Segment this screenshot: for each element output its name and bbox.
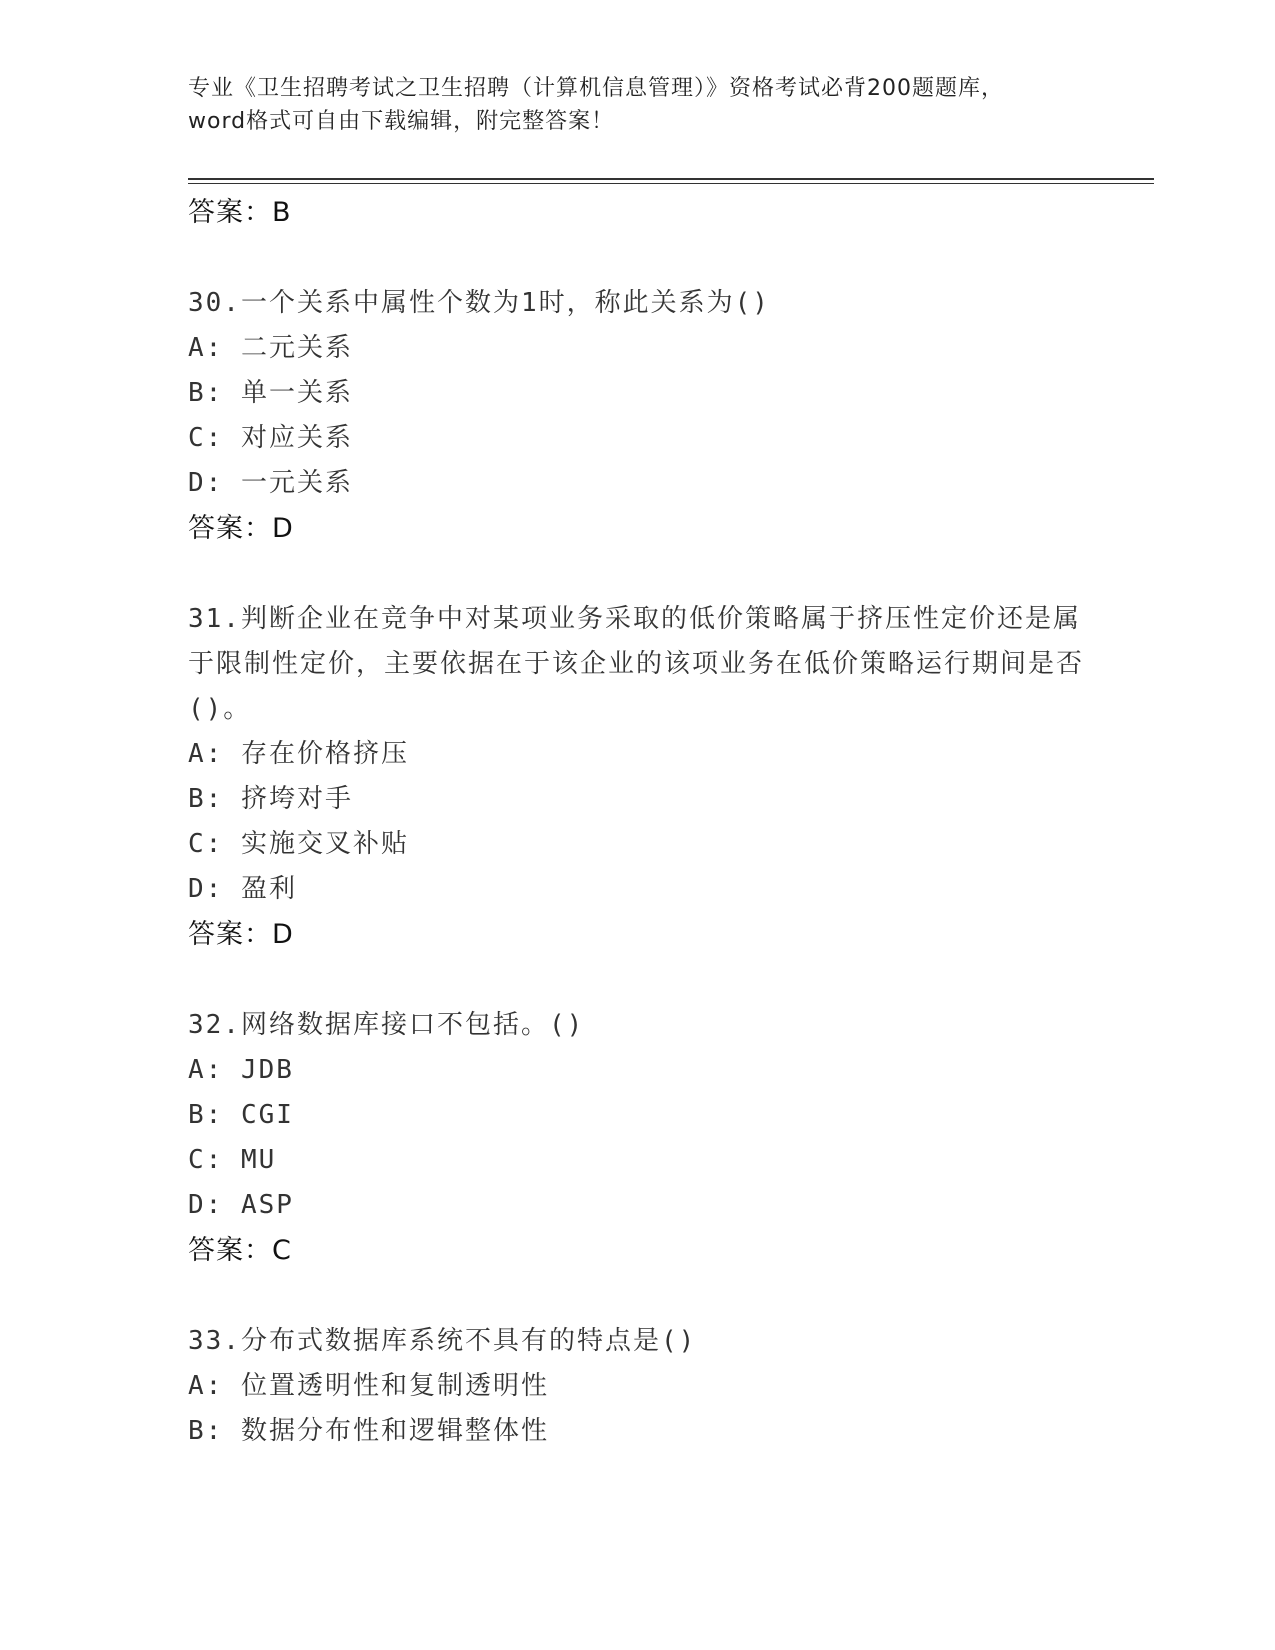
option-a: A: 存在价格挤压 (188, 739, 409, 769)
question-text: 32.网络数据库接口不包括。() (188, 1010, 585, 1040)
spacer (188, 1274, 1088, 1319)
document-body (188, 190, 1088, 1454)
spacer (188, 236, 1088, 281)
header-rule-thick (188, 178, 1154, 180)
option-b: B: 数据分布性和逻辑整体性 (188, 1416, 549, 1446)
header-rule-thin (188, 183, 1154, 184)
option-c: C: 实施交叉补贴 (188, 829, 409, 859)
question-block (188, 1319, 1088, 1454)
option-a: A: JDB (188, 1055, 294, 1085)
header-line-1: 专业《卫生招聘考试之卫生招聘（计算机信息管理）》资格考试必背200题题库， (188, 76, 1004, 101)
answer-line: 答案：D (188, 513, 294, 544)
question-block (188, 1003, 1088, 1274)
option-a: A: 位置透明性和复制透明性 (188, 1371, 549, 1401)
question-text: 30.一个关系中属性个数为1时，称此关系为() (188, 288, 770, 318)
question-block (188, 597, 1088, 958)
option-b: B: 挤垮对手 (188, 784, 353, 814)
answer-line: 答案：D (188, 919, 294, 950)
spacer (188, 958, 1088, 1003)
document-header (188, 72, 1088, 138)
option-d: D: 盈利 (188, 874, 297, 904)
question-text: 31.判断企业在竞争中对某项业务采取的低价策略属于挤压性定价还是属于限制性定价，主要依据在于该企业的该项业务在低价策略运行期间是否()。 (188, 604, 1085, 724)
option-c: C: MU (188, 1145, 277, 1175)
answer-line: 答案：B (188, 197, 292, 228)
option-b: B: 单一关系 (188, 378, 353, 408)
option-d: D: ASP (188, 1190, 294, 1220)
option-c: C: 对应关系 (188, 423, 353, 453)
option-a: A: 二元关系 (188, 333, 353, 363)
spacer (188, 552, 1088, 597)
option-d: D: 一元关系 (188, 468, 353, 498)
header-line-2: word格式可自由下载编辑，附完整答案！ (188, 109, 615, 134)
answer-line: 答案：C (188, 1235, 292, 1266)
question-block (188, 281, 1088, 552)
option-b: B: CGI (188, 1100, 294, 1130)
question-text: 33.分布式数据库系统不具有的特点是() (188, 1326, 697, 1356)
